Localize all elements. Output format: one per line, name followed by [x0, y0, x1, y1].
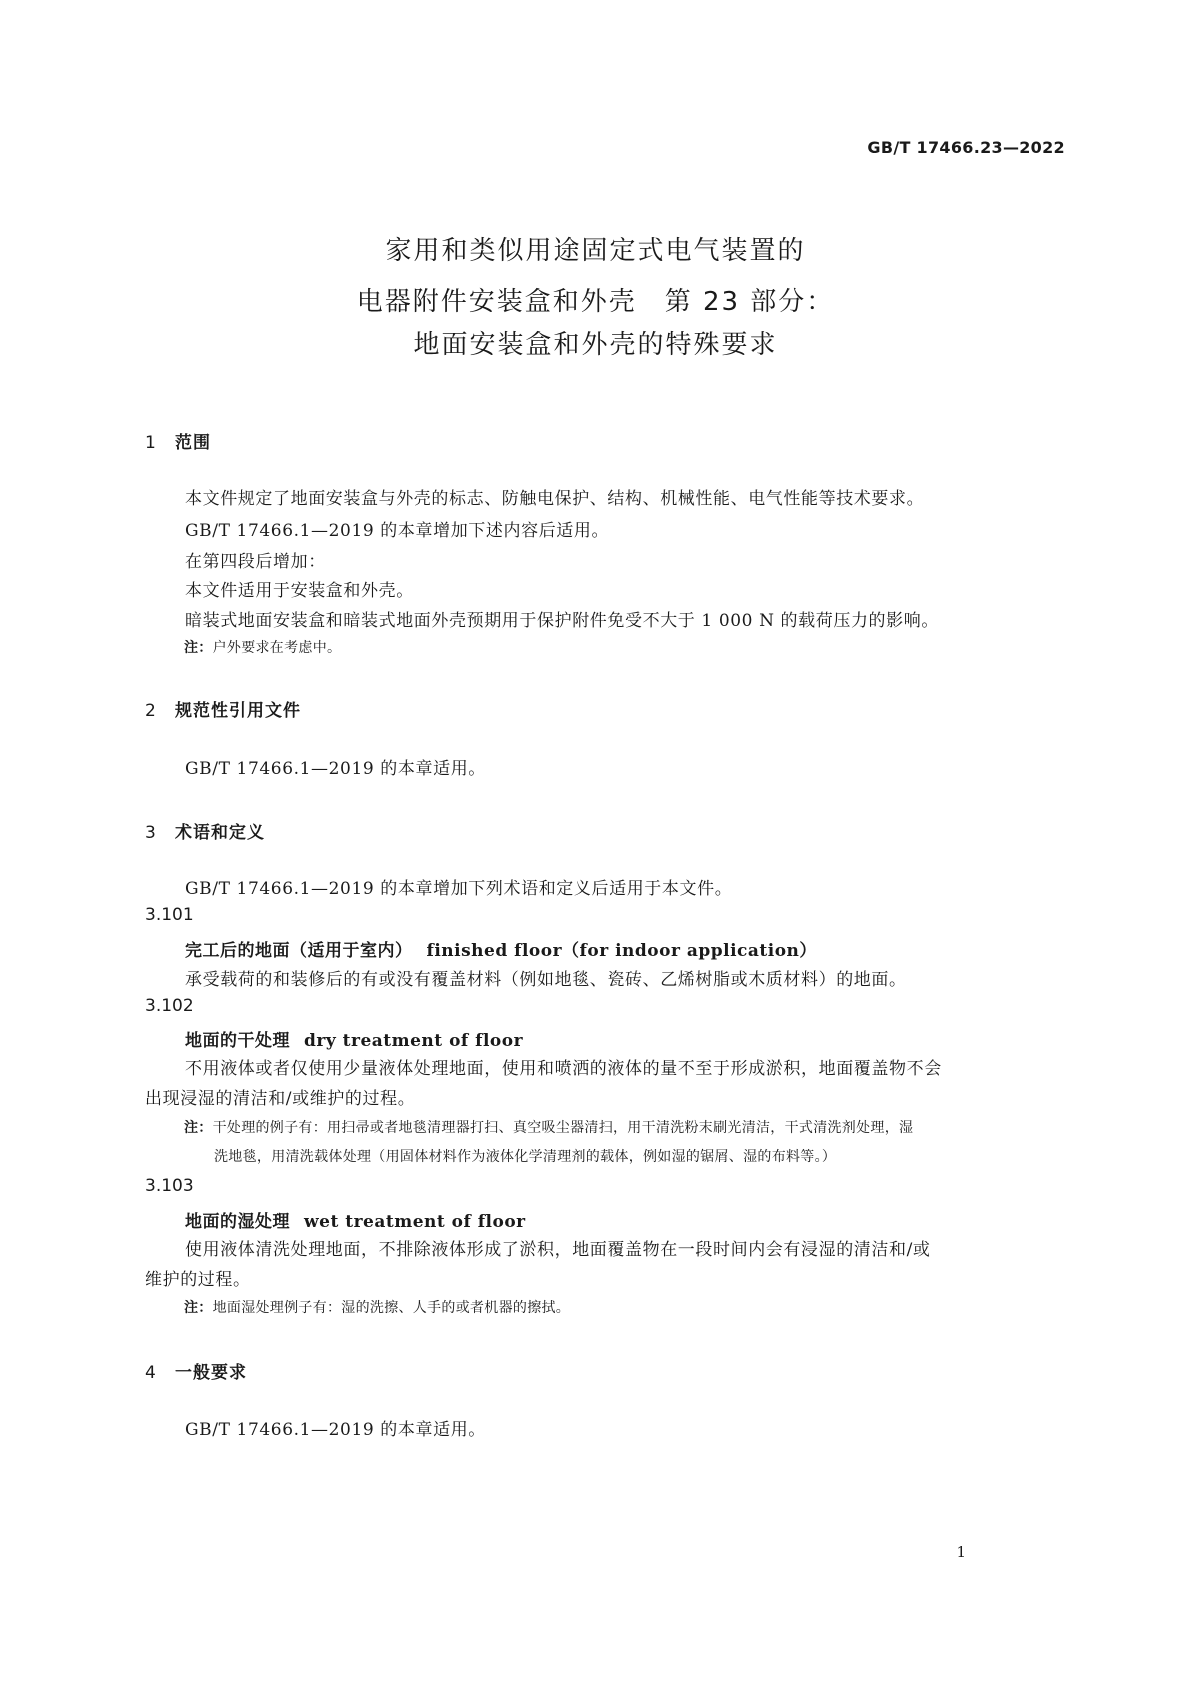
term-number: 3.103: [145, 1176, 194, 1196]
note-cont: 洗地毯，用清洗载体处理（用固体材料作为液体化学清理剂的载体，例如湿的锯屑、湿的布料等。）: [214, 1149, 837, 1165]
term-title: [185, 1026, 523, 1051]
page-number: 1: [956, 1543, 966, 1561]
term-definition: 承受载荷的和装修后的有或没有覆盖材料（例如地毯、瓷砖、乙烯树脂或木质材料）的地面。: [185, 970, 907, 990]
paragraph: GB/T 17466.1—2019 的本章适用。: [185, 1420, 486, 1440]
section-title: 术语和定义: [175, 823, 265, 843]
section-3-heading: [145, 818, 265, 843]
section-title: 范围: [175, 433, 211, 453]
standard-number: GB/T 17466.23—2022: [867, 138, 1065, 157]
note-text: 地面湿处理例子有：湿的洗擦、人手的或者机器的擦拭。: [212, 1300, 571, 1316]
term-definition: 不用液体或者仅使用少量液体处理地面，使用和喷洒的液体的量不至于形成淤积，地面覆盖物不会: [185, 1059, 942, 1079]
term-number: 3.102: [145, 996, 194, 1016]
section-number: 3: [145, 823, 157, 843]
paragraph: 本文件规定了地面安装盒与外壳的标志、防触电保护、结构、机械性能、电气性能等技术要求。: [185, 489, 925, 509]
section-number: 1: [145, 433, 157, 453]
doc-title-line-1: 家用和类似用途固定式电气装置的: [385, 236, 806, 266]
paragraph: 在第四段后增加：: [185, 552, 326, 572]
paragraph: GB/T 17466.1—2019 的本章增加下列术语和定义后适用于本文件。: [185, 879, 733, 899]
paragraph: GB/T 17466.1—2019 的本章增加下述内容后适用。: [185, 521, 610, 541]
section-title: 一般要求: [175, 1363, 247, 1383]
note-label: 注：: [184, 640, 213, 656]
term-number: 3.101: [145, 905, 194, 925]
term-title: [185, 1207, 526, 1232]
note: [184, 637, 341, 657]
section-number: 4: [145, 1363, 157, 1383]
term-zh: 地面的湿处理: [185, 1212, 290, 1232]
term-zh: 完工后的地面（适用于室内）: [185, 941, 413, 961]
doc-title-line-2: 电器附件安装盒和外壳 第 23 部分：: [356, 287, 835, 317]
note: [184, 1297, 570, 1317]
paragraph: 暗装式地面安装盒和暗装式地面外壳预期用于保护附件免受不大于 1 000 N 的载荷压力的影响。: [185, 611, 939, 631]
term-title: [185, 936, 817, 961]
term-definition-cont: 出现浸湿的清洁和/或维护的过程。: [145, 1089, 416, 1109]
term-zh: 地面的干处理: [185, 1031, 290, 1051]
term-definition: 使用液体清洗处理地面，不排除液体形成了淤积，地面覆盖物在一段时间内会有浸湿的清洁和/或: [185, 1240, 931, 1260]
section-4-heading: [145, 1358, 247, 1383]
term-definition-cont: 维护的过程。: [145, 1270, 251, 1290]
term-en: wet treatment of floor: [304, 1212, 526, 1232]
section-2-heading: [145, 696, 301, 721]
paragraph: 本文件适用于安装盒和外壳。: [185, 581, 414, 601]
section-title: 规范性引用文件: [175, 701, 301, 721]
doc-title-line-3: 地面安装盒和外壳的特殊要求: [413, 330, 778, 360]
note-label: 注：: [184, 1300, 213, 1316]
note-text: 干处理的例子有：用扫帚或者地毯清理器打扫、真空吸尘器清扫，用干清洗粉末刷光清洁，干式清洗剂处理，湿: [212, 1120, 914, 1136]
paragraph: GB/T 17466.1—2019 的本章适用。: [185, 759, 486, 779]
term-en: finished floor（for indoor application）: [426, 941, 817, 961]
note-label: 注：: [184, 1120, 213, 1136]
note-text: 户外要求在考虑中。: [212, 640, 342, 656]
term-en: dry treatment of floor: [304, 1031, 524, 1051]
section-1-heading: [145, 428, 211, 453]
note: [184, 1117, 913, 1137]
section-number: 2: [145, 701, 157, 721]
